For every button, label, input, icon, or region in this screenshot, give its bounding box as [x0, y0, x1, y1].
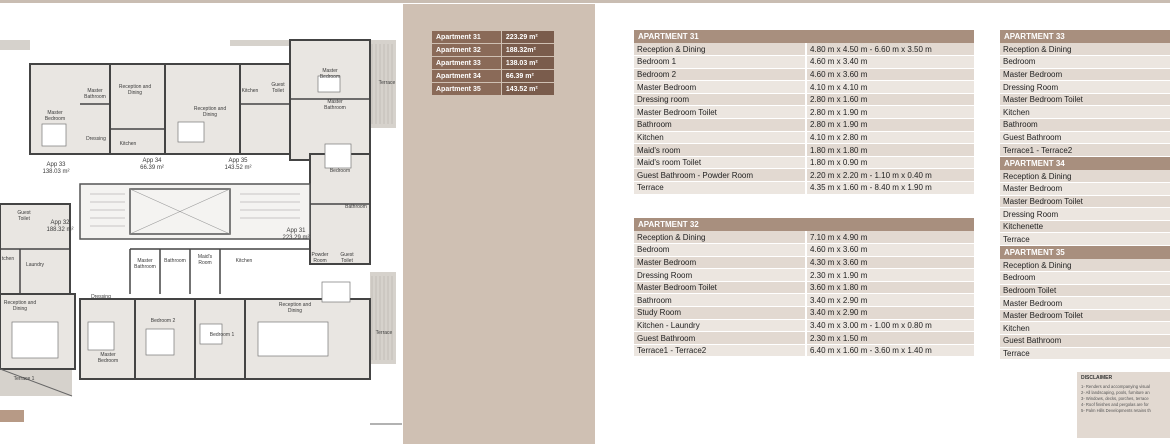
plan-label-master-bathroom: Master Bathroom [134, 258, 156, 270]
room-name: Guest Bathroom [634, 332, 806, 345]
room-name: Guest Bathroom [1000, 335, 1170, 348]
spec-row [1000, 195, 1170, 208]
room-name: Terrace1 - Terrace2 [634, 344, 806, 357]
room-name: Maid's room [634, 144, 806, 157]
spec-table-title: APARTMENT 32 [634, 218, 974, 231]
room-dimensions: 3.40 m x 2.90 m [806, 307, 974, 320]
disclaimer-line: 1- Renders and accompanying visual [1081, 384, 1150, 389]
spec-table-title: APARTMENT 35 [1000, 246, 1170, 259]
spec-row [634, 294, 974, 307]
room-dimensions: 4.10 m x 4.10 m [806, 81, 974, 94]
plan-label-master-bedroom: Master Bedroom [44, 110, 66, 122]
room-name: Bedroom [1000, 272, 1170, 285]
spec-row [634, 131, 974, 144]
room-dimensions: 3.40 m x 3.00 m - 1.00 m x 0.80 m [806, 319, 974, 332]
plan-label-laundry: Laundry [25, 262, 45, 268]
room-name: Guest Bathroom [1000, 131, 1170, 144]
room-dimensions: 3.40 m x 2.90 m [806, 294, 974, 307]
spec-row [1000, 144, 1170, 157]
room-name: Reception & Dining [634, 231, 806, 244]
spec-row [1000, 106, 1170, 119]
summary-apartment-area: 223.29 m² [501, 31, 554, 44]
spec-row [634, 244, 974, 257]
spec-row [634, 68, 974, 81]
summary-apartment-area: 66.39 m² [501, 70, 554, 83]
room-name: Bathroom [634, 294, 806, 307]
summary-row [432, 44, 555, 57]
spec-row [1000, 309, 1170, 322]
spec-row [1000, 208, 1170, 221]
spec-row [1000, 56, 1170, 69]
room-name: Bathroom [634, 119, 806, 132]
spec-row [634, 332, 974, 345]
plan-label-kitchen: Kitchen [241, 88, 259, 94]
disclaimer-line: 3- Windows, decks, porches, terrace [1081, 396, 1149, 401]
spec-row [1000, 284, 1170, 297]
room-name: Dressing Room [1000, 81, 1170, 94]
summary-apartment-name: Apartment 35 [432, 83, 502, 96]
plan-label-dressing: Dressing [86, 136, 106, 142]
floor-plan [0, 4, 402, 444]
plan-label-terrace: Terrace [378, 80, 396, 86]
spec-row [634, 307, 974, 320]
disclaimer-line: 4- Roof finishes and pergolas are for [1081, 402, 1149, 407]
plan-label-app32: App 32 188.32 m² [46, 220, 74, 233]
spec-table-apartment-32 [634, 218, 974, 357]
room-dimensions: 2.80 m x 1.90 m [806, 106, 974, 119]
spec-row [634, 81, 974, 94]
room-dimensions: 4.35 m x 1.60 m - 8.40 m x 1.90 m [806, 182, 974, 195]
summary-band [403, 4, 595, 444]
plan-label-terrace1: Terrace 1 [13, 376, 35, 382]
summary-apartment-name: Apartment 31 [432, 31, 502, 44]
room-dimensions: 2.30 m x 1.50 m [806, 332, 974, 345]
spec-row [634, 319, 974, 332]
room-dimensions: 4.30 m x 3.60 m [806, 256, 974, 269]
spec-row [1000, 131, 1170, 144]
spec-row [634, 106, 974, 119]
disclaimer-line: 5- Palm Hills Developments retains th [1081, 408, 1151, 413]
spec-row [1000, 259, 1170, 272]
room-dimensions: 4.80 m x 4.50 m - 6.60 m x 3.50 m [806, 43, 974, 56]
plan-label-kitchen: Kitchen [119, 141, 137, 147]
room-name: Reception & Dining [634, 43, 806, 56]
plan-label-guest-toilet: Guest Toilet [340, 252, 354, 264]
disclaimer-line: 2- All landscaping, pools, furniture an [1081, 390, 1150, 395]
spec-table-title: APARTMENT 33 [1000, 30, 1170, 43]
spec-row [1000, 335, 1170, 348]
summary-apartment-area: 188.32m² [501, 44, 554, 57]
spec-row [634, 269, 974, 282]
room-name: Master Bedroom [1000, 68, 1170, 81]
room-name: Maid's room Toilet [634, 156, 806, 169]
room-name: Reception & Dining [1000, 259, 1170, 272]
spec-row [1000, 183, 1170, 196]
spec-row [634, 231, 974, 244]
spec-row [634, 56, 974, 69]
disclaimer-box [1077, 372, 1170, 438]
spec-row [1000, 119, 1170, 132]
spec-row [1000, 68, 1170, 81]
spec-row [1000, 297, 1170, 310]
room-name: Bedroom 2 [634, 68, 806, 81]
room-dimensions: 3.60 m x 1.80 m [806, 281, 974, 294]
spec-row [634, 144, 974, 157]
room-name: Kitchen [1000, 322, 1170, 335]
room-name: Master Bedroom [1000, 297, 1170, 310]
room-name: Terrace [1000, 233, 1170, 246]
room-name: Master Bedroom [634, 81, 806, 94]
room-name: Reception & Dining [1000, 43, 1170, 56]
room-name: Master Bedroom [634, 256, 806, 269]
spec-table-apartment-31 [634, 30, 974, 195]
room-name: Reception & Dining [1000, 170, 1170, 183]
room-name: Study Room [634, 307, 806, 320]
room-dimensions: 1.80 m x 0.90 m [806, 156, 974, 169]
room-name: Master Bedroom [1000, 183, 1170, 196]
plan-label-powder-room: Powder Room [311, 252, 329, 264]
spec-table-apartment-35 [1000, 246, 1170, 360]
plan-label-kitchen: Kitchen [235, 258, 253, 264]
spec-row [1000, 93, 1170, 106]
room-dimensions: 7.10 m x 4.90 m [806, 231, 974, 244]
spec-row [1000, 220, 1170, 233]
spec-row [634, 93, 974, 106]
spec-table-title: APARTMENT 34 [1000, 157, 1170, 170]
plan-label-reception-dining: Reception and Dining [118, 84, 152, 96]
summary-row [432, 57, 555, 70]
plan-label-maids-room: Maid's Room [197, 254, 213, 266]
plan-label-bathroom: Bathroom [345, 204, 367, 210]
room-dimensions: 2.30 m x 1.90 m [806, 269, 974, 282]
summary-apartment-name: Apartment 32 [432, 44, 502, 57]
summary-row [432, 83, 555, 96]
spec-row [1000, 322, 1170, 335]
spec-row [1000, 233, 1170, 246]
spec-row [1000, 81, 1170, 94]
plan-label-bedroom-2: Bedroom 2 [150, 318, 176, 324]
plan-label-bedroom: Bedroom [329, 168, 351, 174]
plan-label-app35: App 35 143.52 m² [224, 158, 252, 171]
room-dimensions: 2.80 m x 1.90 m [806, 119, 974, 132]
spec-row [634, 344, 974, 357]
plan-label-master-bedroom: Master Bedroom [97, 352, 119, 364]
plan-label-guest-toilet: Guest Toilet [17, 210, 31, 222]
room-name: Guest Bathroom - Powder Room [634, 169, 806, 182]
summary-apartment-name: Apartment 34 [432, 70, 502, 83]
spec-row [634, 156, 974, 169]
room-name: Bedroom 1 [634, 56, 806, 69]
room-dimensions: 6.40 m x 1.60 m - 3.60 m x 1.40 m [806, 344, 974, 357]
plan-label-bathroom: Bathroom [164, 258, 186, 264]
summary-apartment-name: Apartment 33 [432, 57, 502, 70]
room-name: Dressing Room [634, 269, 806, 282]
room-dimensions: 1.80 m x 1.80 m [806, 144, 974, 157]
room-name: Kitchenette [1000, 220, 1170, 233]
disclaimer-title: DISCLAIMER [1081, 375, 1113, 381]
room-name: Kitchen [634, 131, 806, 144]
plan-label-reception-dining: Reception and Dining [193, 106, 227, 118]
summary-row [432, 70, 555, 83]
spec-row [634, 182, 974, 195]
room-dimensions: 4.60 m x 3.60 m [806, 244, 974, 257]
spec-row [1000, 272, 1170, 285]
area-summary-table [431, 30, 555, 96]
plan-label-master-bathroom: Master Bathroom [324, 99, 346, 111]
room-dimensions: 2.20 m x 2.20 m - 1.10 m x 0.40 m [806, 169, 974, 182]
plan-label-bedroom-1: Bedroom 1 [209, 332, 235, 338]
room-name: Master Bedroom Toilet [634, 281, 806, 294]
summary-row [432, 31, 555, 44]
room-name: Dressing room [634, 93, 806, 106]
spec-table-apartment-34 [1000, 157, 1170, 246]
spec-table-apartment-33 [1000, 30, 1170, 157]
room-name: Terrace [634, 182, 806, 195]
plan-label-terrace: Terrace [375, 330, 393, 336]
room-name: Dressing Room [1000, 208, 1170, 221]
plan-label-dressing: Dressing [91, 294, 111, 300]
room-dimensions: 4.60 m x 3.40 m [806, 56, 974, 69]
room-name: Bedroom [1000, 56, 1170, 69]
room-name: Bedroom Toilet [1000, 284, 1170, 297]
spec-row [634, 43, 974, 56]
room-name: Master Bedroom Toilet [1000, 195, 1170, 208]
plan-label-guest-toilet: Guest Toilet [271, 82, 285, 94]
plan-label-reception-dining: Reception and Dining [3, 300, 37, 312]
plan-label-master-bedroom: Master Bedroom [319, 68, 341, 80]
room-name: Bedroom [634, 244, 806, 257]
spec-row [634, 281, 974, 294]
room-name: Bathroom [1000, 119, 1170, 132]
room-name: Master Bedroom Toilet [1000, 93, 1170, 106]
top-rule [0, 0, 1170, 3]
spec-table-title: APARTMENT 31 [634, 30, 974, 43]
room-dimensions: 4.60 m x 3.60 m [806, 68, 974, 81]
spec-row [634, 256, 974, 269]
room-name: Master Bedroom Toilet [634, 106, 806, 119]
plan-label-app31: App 31 223.29 m² [282, 228, 310, 241]
plan-label-reception-dining: Reception and Dining [278, 302, 312, 314]
summary-apartment-area: 138.03 m² [501, 57, 554, 70]
room-name: Kitchen [1000, 106, 1170, 119]
spec-row [1000, 170, 1170, 183]
room-dimensions: 2.80 m x 1.60 m [806, 93, 974, 106]
spec-row [1000, 347, 1170, 360]
room-dimensions: 4.10 m x 2.80 m [806, 131, 974, 144]
plan-label-kitchen: tchen [1, 256, 15, 262]
spec-row [634, 119, 974, 132]
summary-apartment-area: 143.52 m² [501, 83, 554, 96]
spec-row [634, 169, 974, 182]
room-name: Kitchen - Laundry [634, 319, 806, 332]
room-name: Terrace1 - Terrace2 [1000, 144, 1170, 157]
plan-label-master-bathroom: Master Bathroom [84, 88, 106, 100]
room-name: Master Bedroom Toilet [1000, 309, 1170, 322]
plan-label-app33: App 33 138.03 m² [42, 162, 70, 175]
room-name: Terrace [1000, 347, 1170, 360]
spec-row [1000, 43, 1170, 56]
plan-label-app34: App 34 66.39 m² [140, 158, 164, 171]
